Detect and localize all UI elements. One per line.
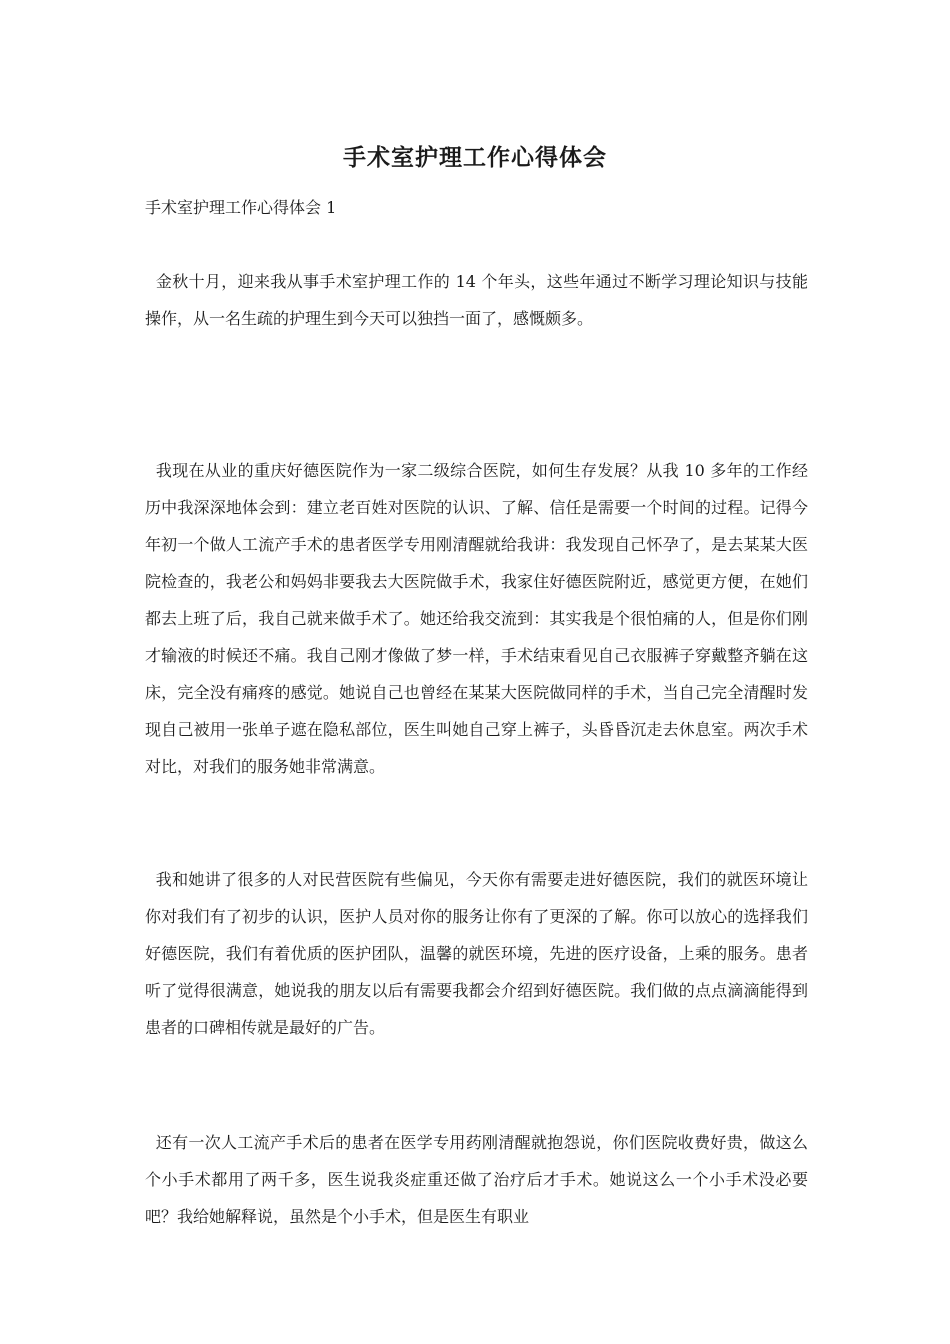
paragraph-text: 金秋十月，迎来我从事手术室护理工作的 14 个年头，这些年通过不断学习理论知识与技能操作，从一名生疏的护理生到今天可以独挡一面了，感慨颇多。 bbox=[145, 272, 808, 328]
paragraph-2 bbox=[145, 452, 808, 785]
paragraph-text: 我和她讲了很多的人对民营医院有些偏见，今天你有需要走进好德医院，我们的就医环境让你对我们有了初步的认识，医护人员对你的服务让你有了更深的了解。你可以放心的选择我们好德医院，我们有着优质的医护团队，温馨的就医环境，先进的医疗设备，上乘的服务。患者听了觉得很满意，她说我的朋友以后有需要我都会介绍到好德医院。我们做的点点滴滴能得到患者的口碑相传就是最好的广告。 bbox=[145, 870, 808, 1037]
paragraph-text: 我现在从业的重庆好德医院作为一家二级综合医院，如何生存发展？从我 10 多年的工作经历中我深深地体会到：建立老百姓对医院的认识、了解、信任是需要一个时间的过程。记得今年初一个做人工流产手术的患者医学专用刚清醒就给我讲：我发现自己怀孕了，是去某某大医院检查的，我老公和妈妈非要我去大医院做手术，我家住好德医院附近，感觉更方便，在她们都去上班了后，我自己就来做手术了。她还给我交流到：其实我是个很怕痛的人，但是你们刚才输液的时候还不痛。我自己刚才像做了梦一样，手术结束看见自己衣服裤子穿戴整齐躺在这床，完全没有痛疼的感觉。她说自己也曾经在某某大医院做同样的手术，当自己完全清醒时发现自己被用一张单子遮在隐私部位，医生叫她自己穿上裤子，头昏昏沉走去休息室。两次手术对比，对我们的服务她非常满意。 bbox=[145, 461, 808, 776]
paragraph-3 bbox=[145, 861, 808, 1046]
paragraph-text: 还有一次人工流产手术后的患者在医学专用药刚清醒就抱怨说，你们医院收费好贵，做这么个小手术都用了两千多，医生说我炎症重还做了治疗后才手术。她说这么一个小手术没必要吧？我给她解释说，虽然是个小手术，但是医生有职业 bbox=[145, 1133, 808, 1226]
paragraph-4 bbox=[145, 1124, 808, 1235]
document-subtitle: 手术室护理工作心得体会 1 bbox=[145, 198, 337, 217]
document-title: 手术室护理工作心得体会 bbox=[343, 144, 607, 171]
paragraph-1 bbox=[145, 263, 808, 337]
